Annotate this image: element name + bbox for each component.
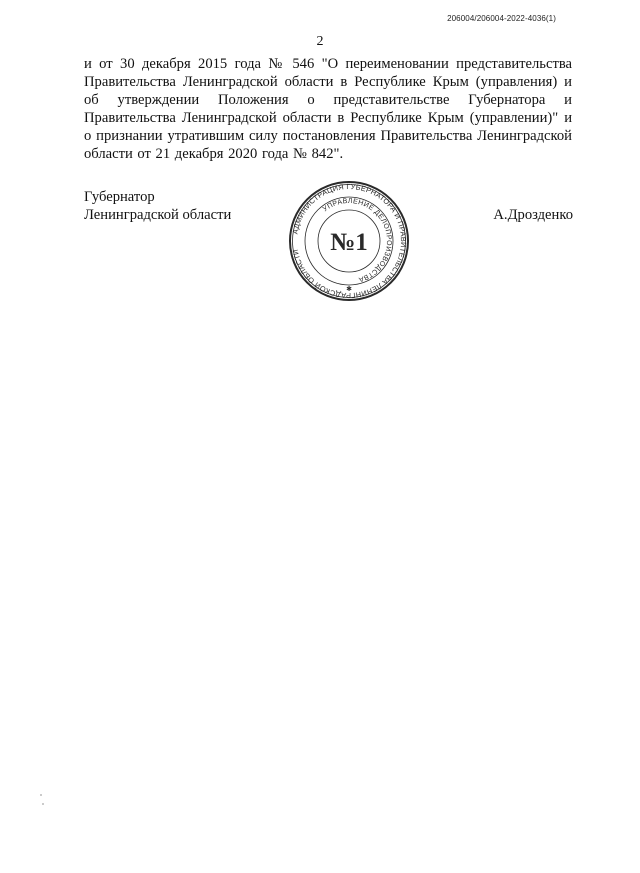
official-stamp	[288, 180, 410, 302]
scan-artifact	[40, 794, 42, 796]
stamp-inner-text: УПРАВЛЕНИЕ ДЕЛОПРОИЗВОДСТВА	[321, 197, 393, 283]
document-registration-number: 206004/206004-2022-4036(1)	[447, 14, 556, 23]
scan-artifact	[42, 803, 44, 805]
stamp-seal-icon	[288, 180, 410, 302]
signer-name: А.Дрозденко	[493, 207, 573, 223]
stamp-outer-text: АДМИНИСТРАЦИЯ ГУБЕРНАТОРА И ПРАВИТЕЛЬСТВА ЛЕНИНГРАДСКОЙ ОБЛАСТИ	[290, 181, 409, 301]
signer-title-line-2: Ленинградской области	[84, 207, 232, 223]
stamp-star-icon: ✱	[346, 285, 352, 293]
document-body	[84, 55, 572, 163]
signer-title	[84, 188, 231, 224]
stamp-center-text: №1	[330, 229, 368, 256]
signer-title-line-1: Губернатор	[84, 189, 155, 205]
page-number: 2	[316, 34, 324, 49]
body-paragraph: и от 30 декабря 2015 года № 546 "О переименовании представительства Правительства Ленинградской области в Республике Крым (управления) и об утверждении Положения о представительстве Губернатора и Правительства Ленинградской области в Республике Крым (управлении)" и о признании утратившим силу постановления Правительства Ленинградской области от 21 декабря 2020 года № 842".	[84, 56, 572, 162]
